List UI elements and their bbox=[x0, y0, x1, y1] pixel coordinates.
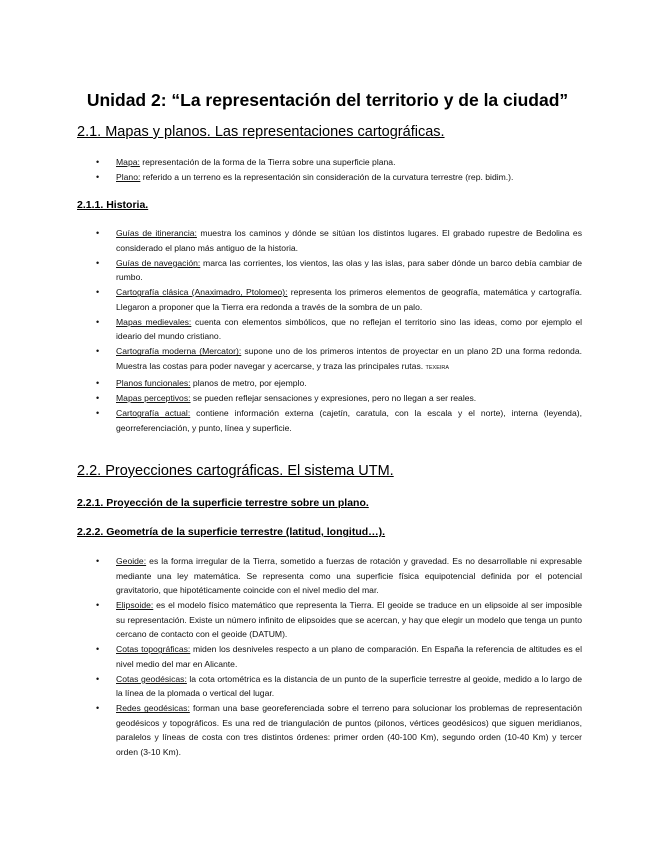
bullet-glyph: • bbox=[96, 556, 100, 566]
list-item bbox=[96, 672, 582, 701]
term-label: Plano: bbox=[116, 172, 141, 183]
list-item bbox=[96, 642, 582, 671]
item-text: contiene información externa (cajetín, caratula, con la escala y el norte), interna (leyenda), georreferenciación, y punto, línea y superficie. bbox=[116, 408, 582, 433]
bullet-glyph: • bbox=[96, 377, 100, 388]
section-heading-2-2-1: 2.2.1. Proyección de la superficie terrestre sobre un plano. bbox=[77, 497, 369, 509]
bullet-glyph: • bbox=[96, 228, 100, 238]
list-2-2-2 bbox=[96, 554, 582, 760]
item-text: la cota ortométrica es la distancia de un punto de la superficie terrestre al geoide, medido a lo largo de la línea de la plomada o vertical del lugar. bbox=[116, 673, 583, 699]
term-label: Cotas geodésicas: bbox=[116, 673, 187, 684]
item-text: forman una base georeferenciada sobre el terreno para solucionar los problemas de representación geodésicos y topográficos. Es una red de triangulación de puntos (pilonos, vértices geodésicos) que siguen meridianos, paralelos y líneas de costa con tres distintos órdenes: primer orden (40-100 Km), segundo orden (10-40 Km) y tercer orden (3-10 Km). bbox=[116, 703, 582, 757]
term-label: Planos funcionales: bbox=[116, 377, 191, 388]
item-text: referido a un terreno es la representación sin consideración de la curvatura terrestre (rep. bidim.). bbox=[140, 172, 514, 183]
page-title: Unidad 2: “La representación del territorio y de la ciudad” bbox=[86, 90, 569, 110]
term-label: Guías de navegación: bbox=[116, 257, 201, 268]
item-text: se pueden reflejar sensaciones y expresiones, pero no llegan a ser reales. bbox=[190, 393, 477, 404]
section-heading-2-1-1: 2.1.1. Historia. bbox=[77, 199, 149, 211]
bullet-glyph: • bbox=[96, 600, 100, 611]
bullet-glyph: • bbox=[96, 316, 100, 327]
list-item bbox=[96, 315, 582, 344]
margin-note: TEXEIRA bbox=[425, 364, 450, 371]
list-item bbox=[96, 170, 582, 185]
term-label: Elipsoide: bbox=[116, 600, 154, 611]
item-text: miden los desniveles respecto a un plano de comparación. En España la referencia de altitudes es el nivel medio del mar en Alicante. bbox=[116, 644, 582, 669]
bullet-glyph: • bbox=[96, 673, 100, 684]
list-item bbox=[96, 226, 582, 255]
list-2-1-1 bbox=[96, 226, 582, 436]
term-label: Geoide: bbox=[116, 556, 147, 566]
bullet-glyph: • bbox=[96, 703, 100, 714]
item-text: muestra los caminos y dónde se sitúan los distintos lugares. El grabado rupestre de Bedolina es considerado el plano más antiguo de la historia. bbox=[116, 228, 582, 253]
list-item bbox=[96, 554, 582, 598]
bullet-glyph: • bbox=[96, 393, 100, 404]
bullet-glyph: • bbox=[96, 257, 100, 268]
term-label: Cartografía actual: bbox=[116, 408, 191, 419]
term-label: Cartografía moderna (Mercator): bbox=[116, 346, 242, 357]
section-heading-2-2: 2.2. Proyecciones cartográficas. El sistema UTM. bbox=[77, 463, 394, 479]
item-text: planos de metro, por ejemplo. bbox=[190, 377, 307, 388]
term-label: Mapas medievales: bbox=[116, 316, 192, 327]
list-2-1 bbox=[96, 155, 582, 185]
term-label: Redes geodésicas: bbox=[116, 703, 190, 714]
term-label: Cartografía clásica (Anaximadro, Ptolomeo): bbox=[116, 287, 288, 298]
list-item bbox=[96, 391, 582, 406]
bullet-glyph: • bbox=[96, 172, 100, 183]
item-text: es la forma irregular de la Tierra, sometido a fuerzas de rotación y gravedad. Es no desarrollable ni expresable mediante una ley matemática. Se representa como una superficie física equipotencial definida por el potencial gravitatorio, que hipotéticamente coincide con el nivel medio del mar. bbox=[116, 556, 582, 595]
term-label: Cotas topográficas: bbox=[116, 644, 191, 655]
section-heading-2-1: 2.1. Mapas y planos. Las representaciones cartográficas. bbox=[77, 124, 445, 140]
term-label: Mapa: bbox=[116, 157, 140, 167]
bullet-glyph: • bbox=[96, 287, 100, 298]
bullet-glyph: • bbox=[96, 408, 100, 419]
item-text: es el modelo físico matemático que representa la Tierra. El geoide se traduce en un elipsoide al ser imposible su representación. Existe un número infinito de elipsoides que se acercan, y hay que elegir un modelo que tenga un punto cercano de contacto con el geoide (DATUM). bbox=[116, 600, 582, 640]
list-item bbox=[96, 155, 582, 170]
bullet-glyph: • bbox=[96, 157, 100, 167]
list-item bbox=[96, 406, 582, 435]
bullet-glyph: • bbox=[96, 346, 100, 357]
item-text: cuenta con elementos simbólicos, que no reflejan el territorio sino las ideas, como por ejemplo el ideario del mundo cristiano. bbox=[116, 316, 583, 342]
list-item bbox=[96, 256, 582, 285]
item-text: representa los primeros elementos de geografía, matemática y cartografía. Llegaron a proponer que la Tierra era redonda a través de la sombra de un palo. bbox=[116, 287, 582, 312]
section-heading-2-2-2: 2.2.2. Geometría de la superficie terrestre (latitud, longitud…). bbox=[77, 526, 386, 538]
list-item bbox=[96, 598, 582, 642]
item-text: supone uno de los primeros intentos de proyectar en un plano 2D una forma redonda. Muestra las costas para poder navegar y acercarse, y traza las principales rutas. bbox=[116, 346, 582, 371]
list-item bbox=[96, 344, 582, 375]
list-item bbox=[96, 701, 582, 759]
list-item bbox=[96, 376, 582, 391]
list-item bbox=[96, 285, 582, 314]
item-text: marca las corrientes, los vientos, las olas y las islas, para saber dónde un barco debía cambiar de rumbo. bbox=[116, 257, 583, 283]
term-label: Guías de itinerancia: bbox=[116, 228, 197, 238]
term-label: Mapas perceptivos: bbox=[116, 393, 191, 404]
bullet-glyph: • bbox=[96, 644, 100, 655]
item-text: representación de la forma de la Tierra sobre una superficie plana. bbox=[139, 157, 396, 167]
